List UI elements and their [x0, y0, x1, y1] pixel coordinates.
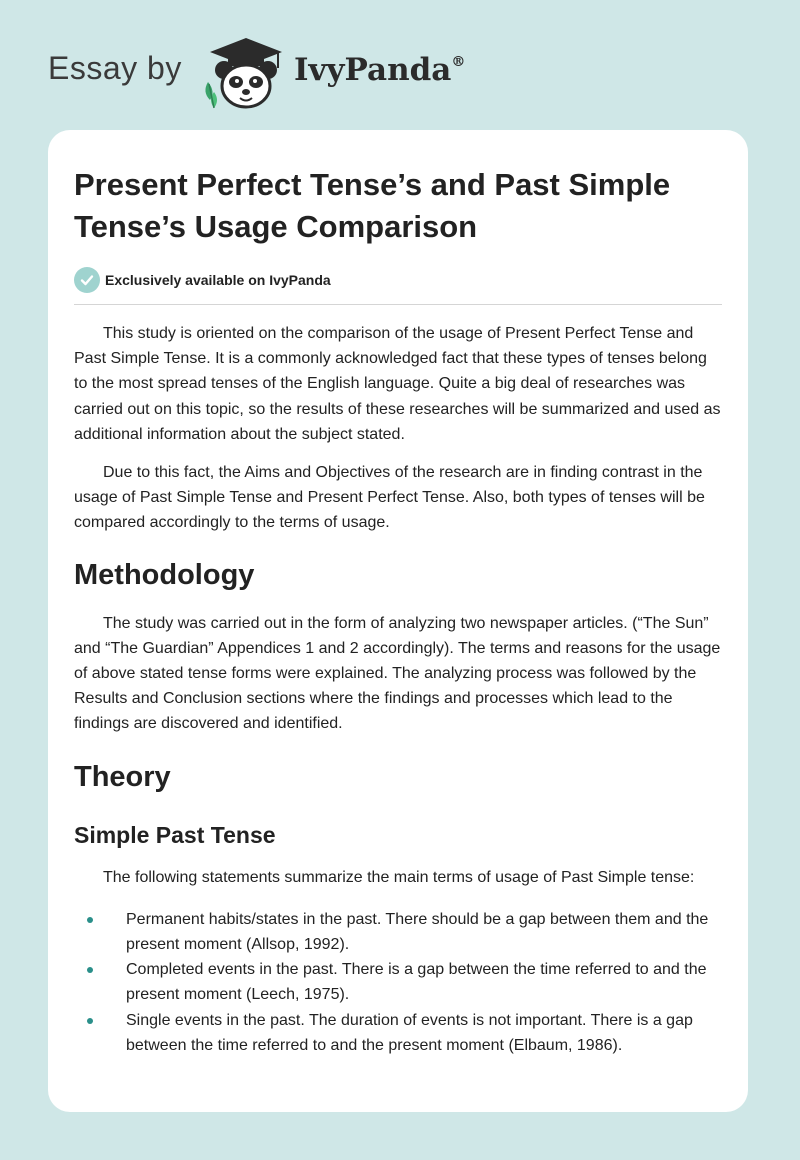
- intro-paragraph: This study is oriented on the comparison of the usage of Present Perfect Tense and Past Simple Tense. It is a commonly acknowledged fact that these types of tenses belong to the most spread tenses of the English language. Quite a big deal of researches was carried out on this topic, so the results of these researches will be summarized and used as additional information about the subject stated.: [74, 325, 721, 443]
- panda-graduate-icon[interactable]: [200, 34, 286, 110]
- list-item: Completed events in the past. There is a gap between the time referred to and the present moment (Leech, 1975).: [74, 957, 722, 1007]
- essay-card: [48, 130, 748, 1112]
- simple-past-heading: Simple Past Tense: [74, 821, 276, 848]
- list-item: Single events in the past. The duration of events is not important. There is a gap between the time referred to and the present moment (Elbaum, 1986).: [74, 1008, 722, 1058]
- brand-name[interactable]: IvyPanda®: [294, 52, 466, 88]
- exclusive-badge: [74, 266, 722, 294]
- site-header: [0, 0, 800, 130]
- methodology-heading: Methodology: [74, 558, 255, 591]
- simple-past-intro: The following statements summarize the main terms of usage of Past Simple tense:: [103, 868, 695, 886]
- divider: [74, 304, 722, 305]
- intro-paragraph: Due to this fact, the Aims and Objectives of the research are in finding contrast in the usage of Past Simple Tense and Present Perfect Tense. Also, both types of tenses will be compared accordingly to the terms of usage.: [74, 464, 705, 532]
- check-icon: [74, 267, 100, 293]
- bullet-icon: [87, 1018, 93, 1024]
- bullet-icon: [87, 917, 93, 923]
- essay-by-label: Essay by: [48, 50, 182, 86]
- registered-mark: ®: [451, 54, 466, 70]
- simple-past-list: [74, 907, 722, 1058]
- theory-heading: Theory: [74, 760, 171, 793]
- essay-title: Present Perfect Tense’s and Past Simple Tense’s Usage Comparison: [74, 167, 671, 244]
- bullet-icon: [87, 967, 93, 973]
- list-item: Permanent habits/states in the past. There should be a gap between them and the present moment (Allsop, 1992).: [74, 907, 722, 957]
- methodology-paragraph: The study was carried out in the form of analyzing two newspaper articles. (“The Sun” and “The Guardian” Appendices 1 and 2 accordingly). The terms and reasons for the usage of above stated tense forms were explained. The analyzing process was followed by the Results and Conclusion sections where the findings and processes which lead to the findings are discovered and identified.: [74, 614, 721, 733]
- exclusive-label: Exclusively available on IvyPanda: [105, 272, 331, 288]
